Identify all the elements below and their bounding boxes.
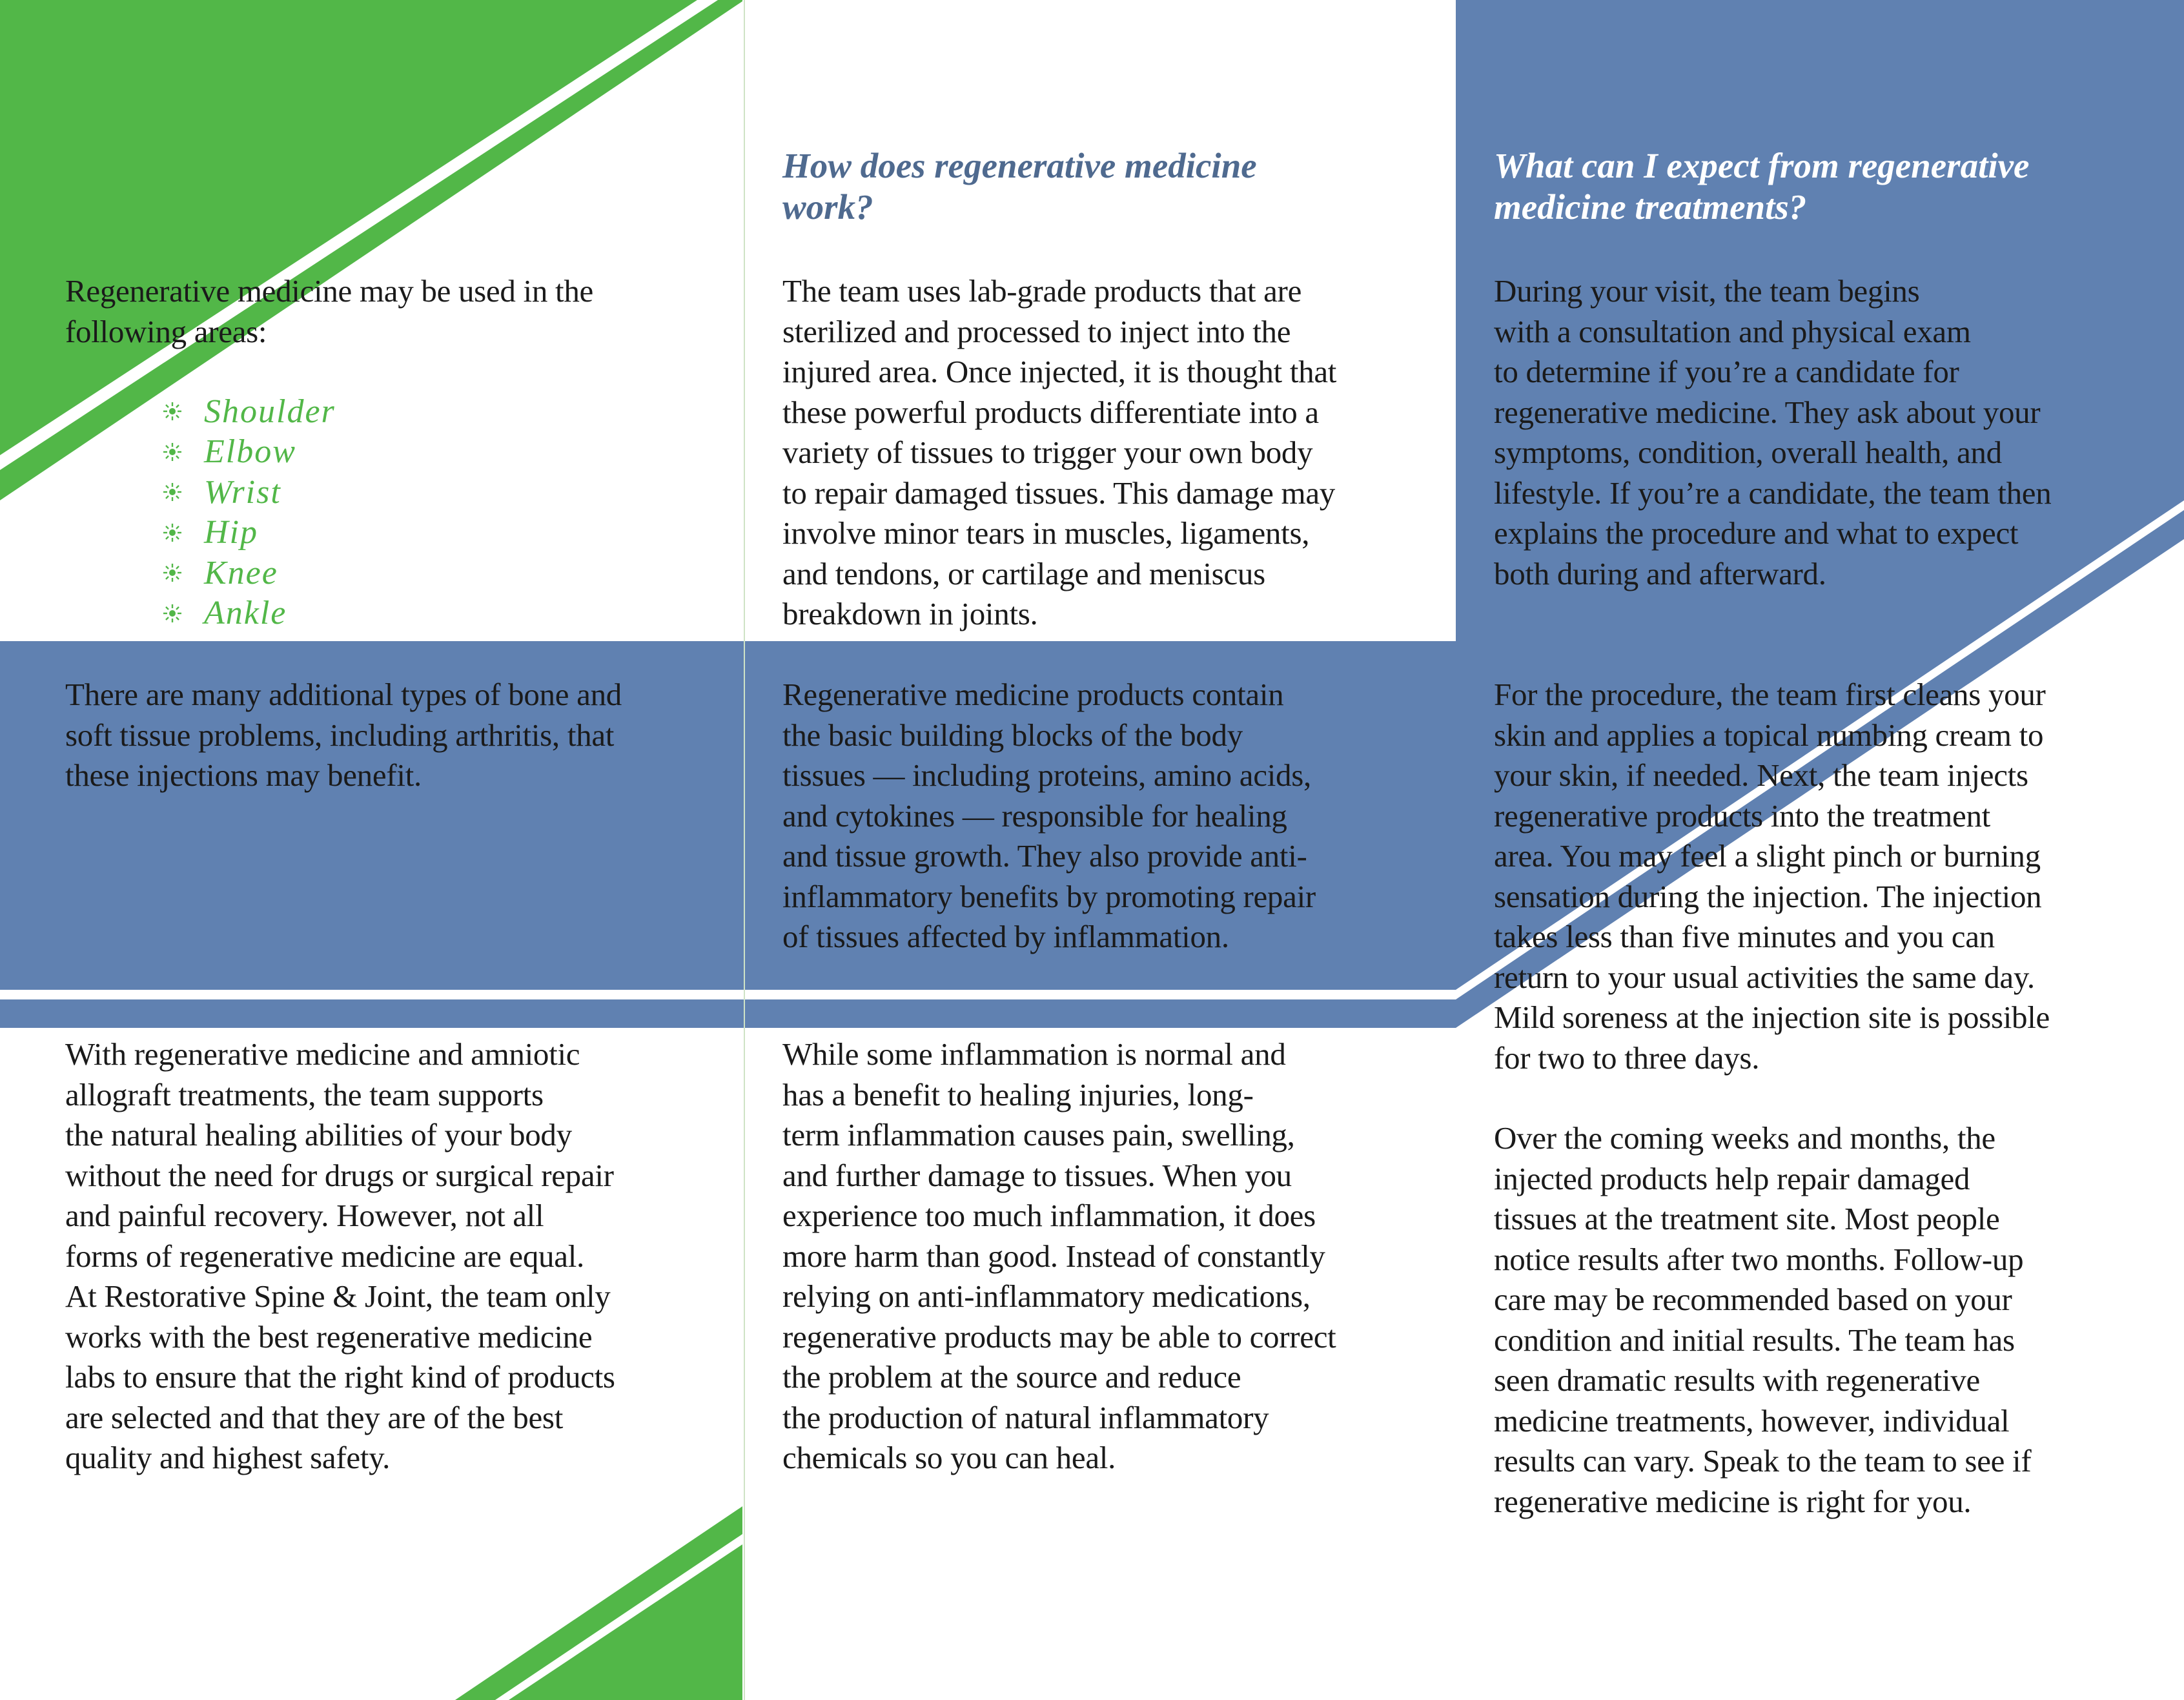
column-divider-left (744, 0, 745, 1700)
procedure-text: For the procedure, the team first cleans your skin and applies a topical numbing cream to your skin, if needed. Next, the team injects regenerative products into the treatment area. You may feel a slight pinch or burning sensation during the injection. The injection takes less than five minutes and you can return to your usual activities the same day. Mild soreness at the injection site is possible for two to three days. (1494, 677, 2050, 1076)
right-para3-block (1494, 1118, 2172, 1522)
areas-list (163, 391, 615, 633)
green-corner-top-left (0, 0, 697, 455)
area-label: Shoulder (204, 393, 336, 430)
areas-list-container (163, 391, 615, 633)
area-label: Ankle (204, 595, 287, 632)
right-para2-block (1494, 675, 2172, 1078)
building-blocks-text: Regenerative medicine products contain the basic building blocks of the body tissues — including proteins, amino acids, and cytokines — responsible for healing and tissue growth. They also provide anti- inflammatory benefits by promoting repair of tissues affected by inflammation. (782, 677, 1316, 954)
list-item-knee (163, 553, 615, 593)
area-label: Wrist (204, 473, 281, 511)
sun-bullet-icon (163, 523, 182, 542)
sun-bullet-icon (163, 604, 182, 623)
left-closing-block (65, 1034, 730, 1479)
closing-text: With regenerative medicine and amniotic allograft treatments, the team supports the natural healing abilities of your body without the need for drugs or surgical repair and painful recovery. However, not all forms of regenerative medicine are equal. At Restorative Spine & Joint, the team only works with the best regenerative medicine labs to ensure that the right kind of products are selected and that they are of the best quality and highest safety. (65, 1036, 615, 1475)
middle-para3-block (782, 1034, 1447, 1479)
areas-intro: Regenerative medicine may be used in the following areas: (65, 273, 593, 349)
right-panel-heading (1494, 145, 2172, 228)
visit-text: During your visit, the team begins with a consultation and physical exam to determine if you’re a candidate for regenerative medicine. They ask about your symptoms, condition, overall health, and lifestyle. If you’re a candidate, the team then explains the procedure and what to expect both during and afterward. (1494, 273, 2052, 591)
right-para1-block (1494, 271, 2172, 594)
blue-band-strip (0, 999, 1456, 1028)
sun-bullet-icon (163, 482, 182, 502)
inflammation-text: While some inflammation is normal and has a benefit to healing injuries, long- term inflammation causes pain, swelling, and further damage to tissues. When you experience too much inflammation, it does more harm than good. Instead of constantly relying on anti-inflammatory medications, regenerative products may be able to correct the problem at the source and reduce the production of natural inflammatory chemicals so you can heal. (782, 1036, 1336, 1475)
list-item-ankle (163, 593, 615, 634)
sun-bullet-icon (163, 402, 182, 421)
area-label: Elbow (204, 433, 296, 471)
list-item-elbow (163, 432, 615, 473)
list-item-hip (163, 513, 615, 553)
middle-para2-block (782, 675, 1447, 958)
area-label: Knee (204, 554, 278, 591)
middle-para1-block (782, 271, 1447, 635)
additional-conditions-text: There are many additional types of bone and soft tissue problems, including arthritis, that these injections may benefit. (65, 677, 622, 793)
how-it-works-text: The team uses lab-grade products that are sterilized and processed to inject into the injured area. Once injected, it is thought that these powerful products differentiate into a variety of tissues to trigger your own body to repair damaged tissues. This damage may involve minor tears in muscles, ligaments, and tendons, or cartilage and meniscus breakdown in joints. (782, 273, 1337, 631)
list-item-wrist (163, 472, 615, 513)
left-additional-block (65, 675, 730, 796)
heading-what-to-expect: What can I expect from regenerative medicine treatments? (1494, 146, 2030, 227)
sun-bullet-icon (163, 442, 182, 462)
middle-panel-heading (782, 145, 1441, 228)
left-panel (65, 271, 730, 352)
green-corner-bottom (509, 1544, 742, 1700)
heading-how-it-works: How does regenerative medicine work? (782, 146, 1257, 227)
area-label: Hip (204, 514, 258, 551)
list-item-shoulder (163, 391, 615, 432)
results-text: Over the coming weeks and months, the injected products help repair damaged tissues at the treatment site. Most people notice results after two months. Follow-up care may be recommended based on your condition and initial results. The team has seen dramatic results with regenerative medicine treatments, however, individual results can vary. Speak to the team to see if regenerative medicine is right for you. (1494, 1120, 2032, 1519)
sun-bullet-icon (163, 563, 182, 582)
